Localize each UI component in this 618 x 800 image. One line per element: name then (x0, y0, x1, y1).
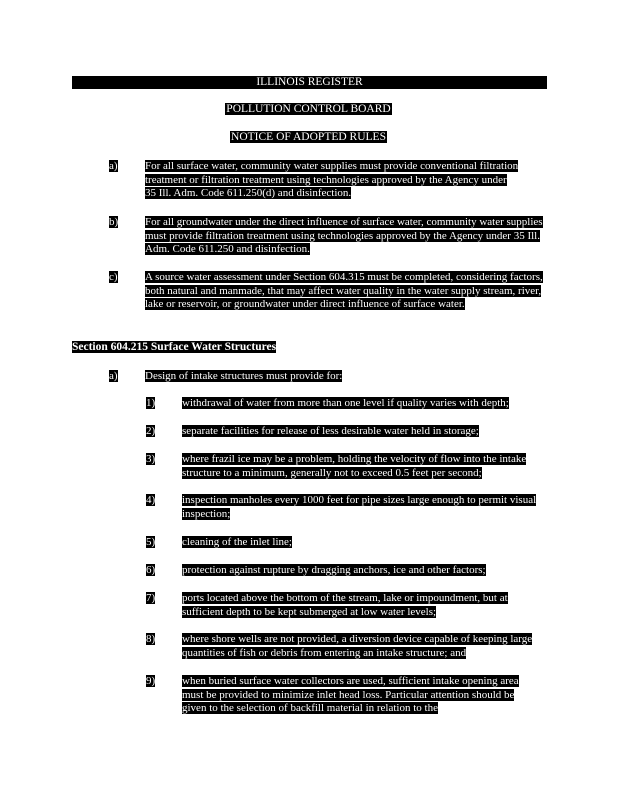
item-number: 2) (146, 425, 156, 437)
list-item: ports located above the bottom of the stream, lake or impoundment, but at sufficient depth to be kept submerged at low water levels; (182, 592, 508, 618)
paragraph-label: b) (109, 216, 119, 228)
paragraph-text: A source water assessment under Section 604.315 must be completed, considering factors, both natural and manmade, that may affect water quality in the water supply stream, river, lake or reservoir, or groundwater under direct influence of surface water. (145, 271, 543, 310)
subsection-text: Design of intake structures must provide for: (145, 370, 343, 382)
item-number: 8) (146, 633, 156, 645)
list-item: when buried surface water collectors are used, sufficient intake opening area must be provided to minimize inlet head loss. Particular attention should be given to the selection of backfill material in relation to the (182, 675, 519, 714)
list-item: inspection manholes every 1000 feet for pipe sizes large enough to permit visual inspection; (182, 494, 537, 520)
subsection-label: a) (109, 370, 118, 382)
header-rule-bottom (72, 88, 545, 89)
list-item: cleaning of the inlet line; (182, 536, 292, 548)
item-number: 1) (146, 397, 156, 409)
paragraph-text: For all surface water, community water supplies must provide conventional filtration treatment or filtration treatment using technologies approved by the Agency under 35 Ill. Adm. Code 611.250(d) and disinfection. (145, 160, 519, 199)
list-item: withdrawal of water from more than one level if quality varies with depth; (182, 397, 509, 409)
item-number: 9) (146, 675, 156, 687)
item-number: 6) (146, 564, 156, 576)
paragraph-text: For all groundwater under the direct influence of surface water, community water supplies must provide filtration treatment using technologies approved by the Agency under 35 Ill. Adm. Code 611.250 and disinfection. (145, 216, 543, 255)
list-item: where shore wells are not provided, a diversion device capable of keeping large quantities of fish or debris from entering an intake structure; and (182, 633, 533, 659)
list-item: separate facilities for release of less desirable water held in storage; (182, 425, 479, 437)
item-number: 3) (146, 453, 156, 465)
item-number: 4) (146, 494, 156, 506)
item-number: 5) (146, 536, 156, 548)
list-item: protection against rupture by dragging anchors, ice and other factors; (182, 564, 486, 576)
section-heading: Section 604.215 Surface Water Structures (72, 341, 277, 353)
board-title: POLLUTION CONTROL BOARD (226, 103, 391, 115)
notice-title: NOTICE OF ADOPTED RULES (231, 131, 386, 143)
register-title: ILLINOIS REGISTER (72, 76, 545, 89)
paragraph-label: c) (109, 271, 118, 283)
list-item: where frazil ice may be a problem, holding the velocity of flow into the intake structure to a minimum, generally not to exceed 0.5 feet per second; (182, 453, 527, 479)
item-number: 7) (146, 592, 156, 604)
paragraph-label: a) (109, 160, 118, 172)
